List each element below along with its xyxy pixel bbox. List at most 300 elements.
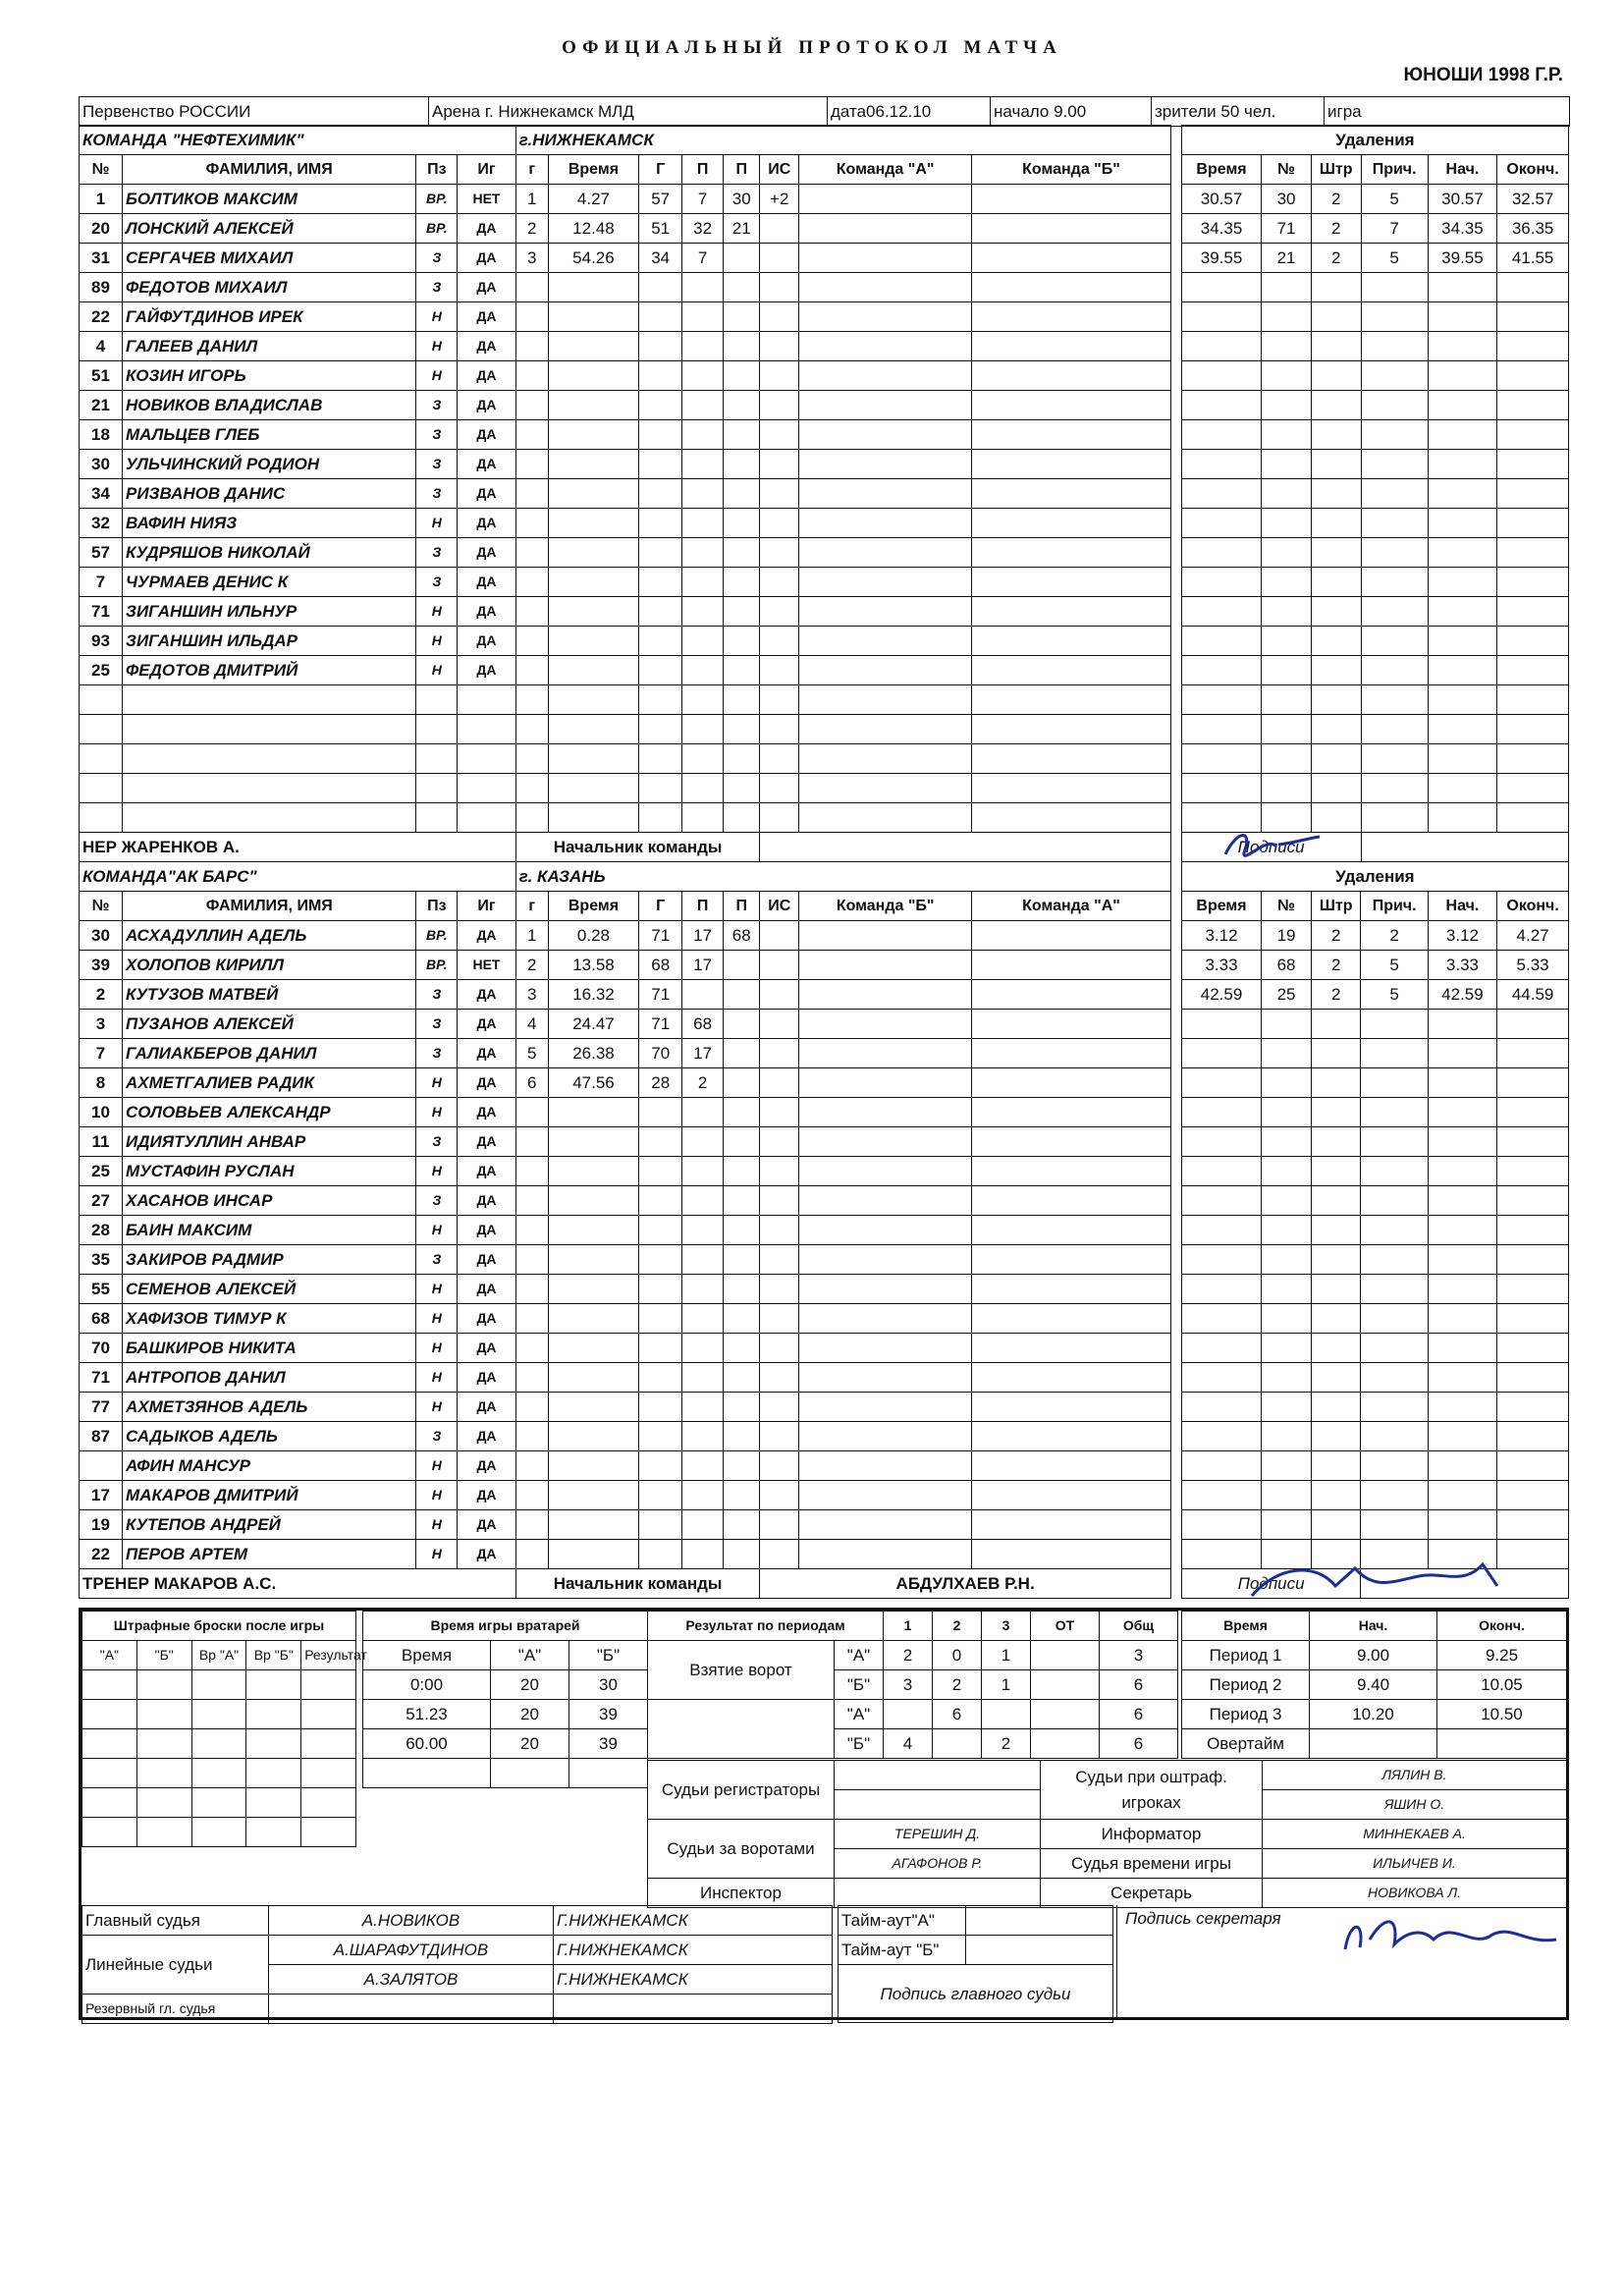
player-position: З xyxy=(416,420,458,450)
table-row xyxy=(80,244,1569,273)
player-position: Н xyxy=(416,361,458,391)
shots-cell: "Б" xyxy=(835,1729,884,1759)
goal-time: 4.27 xyxy=(548,185,638,214)
player-number: 70 xyxy=(80,1334,123,1363)
score-cell: "Б" xyxy=(835,1670,884,1700)
player-name: КОЗИН ИГОРЬ xyxy=(123,361,416,391)
shootout-col: Вр "Б" xyxy=(246,1641,301,1670)
table-row xyxy=(80,302,1569,332)
goal-p1: 17 xyxy=(682,951,724,980)
penalty-min: 2 xyxy=(1311,244,1361,273)
penalty-reason: 5 xyxy=(1361,951,1428,980)
player-plays: ДА xyxy=(458,420,515,450)
col-pen_time: Время xyxy=(1181,892,1261,921)
col-no: № xyxy=(80,892,123,921)
player-plays: ДА xyxy=(458,1098,515,1127)
table-row xyxy=(80,1245,1569,1275)
penalty-min: 2 xyxy=(1311,921,1361,951)
player-name: ЗАКИРОВ РАДМИР xyxy=(123,1245,416,1275)
shootout-col: "А" xyxy=(82,1641,137,1670)
signature-3 xyxy=(1340,1910,1566,1959)
table-row xyxy=(80,774,1569,803)
player-number: 89 xyxy=(80,273,123,302)
time-cell: 10.05 xyxy=(1437,1670,1567,1700)
col-name: ФАМИЛИЯ, ИМЯ xyxy=(123,892,416,921)
gk-cell: 30 xyxy=(569,1670,648,1700)
shots-cell xyxy=(1031,1729,1100,1759)
goal-g: 71 xyxy=(639,921,682,951)
player-name: РИЗВАНОВ ДАНИС xyxy=(123,479,416,509)
penalty-box-judge: ЛЯЛИН В. xyxy=(1263,1761,1567,1790)
player-position: Н xyxy=(416,509,458,538)
goal-time: 26.38 xyxy=(548,1039,638,1068)
player-name: ГАЙФУТДИНОВ ИРЕК xyxy=(123,302,416,332)
player-position: З xyxy=(416,1422,458,1451)
goal-p2 xyxy=(724,980,760,1010)
col-pen_start: Нач. xyxy=(1428,892,1496,921)
player-position: З xyxy=(416,244,458,273)
age-group: ЮНОШИ 1998 Г.Р. xyxy=(1403,65,1563,85)
score-cell: 6 xyxy=(1100,1670,1178,1700)
player-plays: ДА xyxy=(458,450,515,479)
time-cell xyxy=(1310,1729,1437,1759)
score-cell: 0 xyxy=(933,1641,982,1670)
time-cell: 9.40 xyxy=(1310,1670,1437,1700)
match-header xyxy=(79,96,1570,127)
col-time: Время xyxy=(548,892,638,921)
col-team-second: Команда "А" xyxy=(972,892,1171,921)
player-name: ЧУРМАЕВ ДЕНИС К xyxy=(123,568,416,597)
player-name: АСХАДУЛЛИН АДЕЛЬ xyxy=(123,921,416,951)
penalty-time: 3.33 xyxy=(1181,951,1261,980)
registrar-judges-label: Судьи регистраторы xyxy=(648,1761,835,1820)
col-team-first: Команда "Б" xyxy=(799,892,972,921)
player-plays: ДА xyxy=(458,1245,515,1275)
goal-time: 47.56 xyxy=(548,1068,638,1098)
goal-time: 12.48 xyxy=(548,214,638,244)
player-number: 18 xyxy=(80,420,123,450)
chief-city: Г.НИЖНЕКАМСК xyxy=(554,1906,833,1936)
player-position: ВР. xyxy=(416,214,458,244)
player-plays: ДА xyxy=(458,244,515,273)
period-col: 2 xyxy=(933,1612,982,1641)
player-number xyxy=(80,1451,123,1481)
goal-p1: 7 xyxy=(682,244,724,273)
signature-2 xyxy=(1247,1557,1512,1606)
player-number: 3 xyxy=(80,1010,123,1039)
player-number: 39 xyxy=(80,951,123,980)
score-cell: 2 xyxy=(933,1670,982,1700)
player-position: З xyxy=(416,568,458,597)
col-pen_reason: Прич. xyxy=(1361,892,1428,921)
col-pos: Пз xyxy=(416,892,458,921)
team1-name: КОМАНДА "НЕФТЕХИМИК" xyxy=(80,126,516,155)
goal-judge: ТЕРЕШИН Д. xyxy=(835,1820,1041,1849)
gk-cell: 51.23 xyxy=(363,1700,491,1729)
team2-coach: ТРЕНЕР МАКАРОВ А.С. xyxy=(80,1569,516,1599)
table-row xyxy=(80,1510,1569,1540)
col-pen_min: Штр xyxy=(1311,892,1361,921)
table-row xyxy=(80,568,1569,597)
period-col: ОТ xyxy=(1031,1612,1100,1641)
player-number: 4 xyxy=(80,332,123,361)
player-position: З xyxy=(416,391,458,420)
player-number: 77 xyxy=(80,1393,123,1422)
chief-referee: А.НОВИКОВ xyxy=(269,1906,554,1936)
goal-is xyxy=(760,244,799,273)
player-plays: ДА xyxy=(458,273,515,302)
player-name: УЛЬЧИНСКИЙ РОДИОН xyxy=(123,450,416,479)
player-name: МУСТАФИН РУСЛАН xyxy=(123,1157,416,1186)
player-plays: ДА xyxy=(458,1010,515,1039)
col-P: П xyxy=(682,892,724,921)
player-number: 71 xyxy=(80,1363,123,1393)
penalties-title: Удаления xyxy=(1181,126,1568,155)
reserve-referee-label: Резервный гл. судья xyxy=(82,1995,269,2024)
table-row xyxy=(80,1039,1569,1068)
player-name: АХМЕТГАЛИЕВ РАДИК xyxy=(123,1068,416,1098)
player-name: СЕМЕНОВ АЛЕКСЕЙ xyxy=(123,1275,416,1304)
table-row xyxy=(80,685,1569,715)
player-plays: ДА xyxy=(458,214,515,244)
player-plays: ДА xyxy=(458,391,515,420)
player-name: БАШКИРОВ НИКИТА xyxy=(123,1334,416,1363)
gk-cell: 20 xyxy=(491,1729,569,1759)
penalty-min: 2 xyxy=(1311,951,1361,980)
linesman: А.ЗАЛЯТОВ xyxy=(269,1965,554,1995)
player-name: СОЛОВЬЕВ АЛЕКСАНДР xyxy=(123,1098,416,1127)
signatures-label: Подписи xyxy=(1181,1569,1361,1599)
player-position: Н xyxy=(416,332,458,361)
time-col: Время xyxy=(1182,1612,1310,1641)
player-plays: ДА xyxy=(458,1451,515,1481)
player-name: ХАСАНОВ ИНСАР xyxy=(123,1186,416,1216)
penalty-time: 30.57 xyxy=(1181,185,1261,214)
goals-label: Взятие ворот xyxy=(648,1641,835,1700)
goal-g: 3 xyxy=(515,244,548,273)
goal-is xyxy=(760,1039,799,1068)
table-row xyxy=(80,1451,1569,1481)
player-number: 32 xyxy=(80,509,123,538)
goal-p1: 2 xyxy=(682,1068,724,1098)
player-number: 19 xyxy=(80,1510,123,1540)
player-number: 28 xyxy=(80,1216,123,1245)
player-position: Н xyxy=(416,1304,458,1334)
goal-time: 16.32 xyxy=(548,980,638,1010)
goal-time: 13.58 xyxy=(548,951,638,980)
penalty-time: 42.59 xyxy=(1181,980,1261,1010)
penalty-reason: 7 xyxy=(1361,214,1428,244)
score-cell: "А" xyxy=(835,1641,884,1670)
player-name: МАКАРОВ ДМИТРИЙ xyxy=(123,1481,416,1510)
linesmen-label: Линейные судьи xyxy=(82,1936,269,1995)
gk-title: Время игры вратарей xyxy=(363,1612,648,1641)
player-number: 68 xyxy=(80,1304,123,1334)
player-plays: ДА xyxy=(458,1127,515,1157)
time-cell: 10.20 xyxy=(1310,1700,1437,1729)
col-pen_start: Нач. xyxy=(1428,155,1496,185)
goal-time: 24.47 xyxy=(548,1010,638,1039)
chief-signature-label: Подпись главного судьи xyxy=(839,1965,1113,2023)
goal-is xyxy=(760,1068,799,1098)
player-name: НОВИКОВ ВЛАДИСЛАВ xyxy=(123,391,416,420)
col-pen_reason: Прич. xyxy=(1361,155,1428,185)
player-number: 7 xyxy=(80,1039,123,1068)
goal-is xyxy=(760,1010,799,1039)
goal-g: 68 xyxy=(639,951,682,980)
penalty-reason: 5 xyxy=(1361,185,1428,214)
goal-is xyxy=(760,921,799,951)
player-name: АХМЕТЗЯНОВ АДЕЛЬ xyxy=(123,1393,416,1422)
penalty-time: 3.12 xyxy=(1181,921,1261,951)
table-row xyxy=(80,1304,1569,1334)
team1-city: г.НИЖНЕКАМСК xyxy=(515,126,1170,155)
player-position: Н xyxy=(416,1157,458,1186)
penalty-no: 30 xyxy=(1262,185,1312,214)
player-position: Н xyxy=(416,1216,458,1245)
penalty-reason: 5 xyxy=(1361,244,1428,273)
player-name: ЛОНСКИЙ АЛЕКСЕЙ xyxy=(123,214,416,244)
player-number: 71 xyxy=(80,597,123,627)
penalty-no: 19 xyxy=(1262,921,1312,951)
team2-city: г. КАЗАНЬ xyxy=(515,862,1170,892)
time-cell xyxy=(1437,1729,1567,1759)
time-cell: Период 3 xyxy=(1182,1700,1310,1729)
player-number: 30 xyxy=(80,450,123,479)
goal-g: 3 xyxy=(515,980,548,1010)
player-plays: ДА xyxy=(458,1216,515,1245)
goal-g: 71 xyxy=(639,980,682,1010)
player-name: ПУЗАНОВ АЛЕКСЕЙ xyxy=(123,1010,416,1039)
player-number: 17 xyxy=(80,1481,123,1510)
penalty-reason: 5 xyxy=(1361,980,1428,1010)
goal-p2 xyxy=(724,1010,760,1039)
time-cell: 10.50 xyxy=(1437,1700,1567,1729)
penalty-start: 3.33 xyxy=(1428,951,1496,980)
table-row xyxy=(80,538,1569,568)
table-row xyxy=(80,1127,1569,1157)
timeout-a: Тайм-аут"А" xyxy=(839,1906,966,1936)
informer-label: Информатор xyxy=(1041,1820,1263,1849)
table-row xyxy=(80,1422,1569,1451)
goal-p2: 21 xyxy=(724,214,760,244)
player-position: Н xyxy=(416,1275,458,1304)
penalty-end: 32.57 xyxy=(1497,185,1569,214)
table-row xyxy=(80,1157,1569,1186)
period-col: 1 xyxy=(884,1612,933,1641)
time-cell: 9.00 xyxy=(1310,1641,1437,1670)
goal-g: 2 xyxy=(515,214,548,244)
table-row xyxy=(80,951,1569,980)
player-number: 8 xyxy=(80,1068,123,1098)
penalty-end: 5.33 xyxy=(1497,951,1569,980)
table-row xyxy=(80,921,1569,951)
goal-judges-label: Судьи за воротами xyxy=(648,1820,835,1879)
player-plays: ДА xyxy=(458,627,515,656)
player-plays: ДА xyxy=(458,1540,515,1569)
score-cell: 3 xyxy=(1100,1641,1178,1670)
table-row xyxy=(80,479,1569,509)
player-position: З xyxy=(416,273,458,302)
penalty-start: 3.12 xyxy=(1428,921,1496,951)
player-name: КУТУЗОВ МАТВЕЙ xyxy=(123,980,416,1010)
player-number: 30 xyxy=(80,921,123,951)
player-position: Н xyxy=(416,627,458,656)
player-name: ИДИЯТУЛЛИН АНВАР xyxy=(123,1127,416,1157)
secretary-name: НОВИКОВА Л. xyxy=(1263,1879,1567,1908)
player-position: З xyxy=(416,479,458,509)
penalty-end: 4.27 xyxy=(1497,921,1569,951)
table-row xyxy=(80,1363,1569,1393)
player-number: 21 xyxy=(80,391,123,420)
shots-cell: 2 xyxy=(982,1729,1031,1759)
player-name: БОЛТИКОВ МАКСИМ xyxy=(123,185,416,214)
table-row xyxy=(80,450,1569,479)
goal-p1: 17 xyxy=(682,1039,724,1068)
table-row xyxy=(80,1098,1569,1127)
col-G: Г xyxy=(639,892,682,921)
col-G: Г xyxy=(639,155,682,185)
col-name: ФАМИЛИЯ, ИМЯ xyxy=(123,155,416,185)
period-col: 3 xyxy=(982,1612,1031,1641)
player-name: ПЕРОВ АРТЕМ xyxy=(123,1540,416,1569)
penalty-no: 71 xyxy=(1262,214,1312,244)
penalty-time: 34.35 xyxy=(1181,214,1261,244)
shootout-col: "Б" xyxy=(136,1641,191,1670)
shots-cell xyxy=(982,1700,1031,1729)
goal-g: 5 xyxy=(515,1039,548,1068)
goal-p1: 68 xyxy=(682,1010,724,1039)
goal-judge: АГАФОНОВ Р. xyxy=(835,1849,1041,1879)
player-number: 20 xyxy=(80,214,123,244)
table-row xyxy=(80,361,1569,391)
player-plays: ДА xyxy=(458,1275,515,1304)
penalty-no: 68 xyxy=(1262,951,1312,980)
gk-cell: 20 xyxy=(491,1670,569,1700)
table-row xyxy=(80,1393,1569,1422)
game-time-judge-label: Судья времени игры xyxy=(1041,1849,1263,1879)
gk-cell: 39 xyxy=(569,1700,648,1729)
player-position: Н xyxy=(416,597,458,627)
player-name: ЗИГАНШИН ИЛЬНУР xyxy=(123,597,416,627)
gk-cell: 39 xyxy=(569,1729,648,1759)
player-name: ГАЛИАКБЕРОВ ДАНИЛ xyxy=(123,1039,416,1068)
goal-is xyxy=(760,951,799,980)
goal-g: 34 xyxy=(639,244,682,273)
score-cell: 1 xyxy=(982,1670,1031,1700)
time-cell: Овертайм xyxy=(1182,1729,1310,1759)
score-cell xyxy=(1031,1641,1100,1670)
table-row xyxy=(80,1334,1569,1363)
penalty-end: 44.59 xyxy=(1497,980,1569,1010)
player-number: 11 xyxy=(80,1127,123,1157)
penalty-start: 39.55 xyxy=(1428,244,1496,273)
penalty-end: 36.35 xyxy=(1497,214,1569,244)
player-name: СЕРГАЧЕВ МИХАИЛ xyxy=(123,244,416,273)
player-plays: ДА xyxy=(458,1363,515,1393)
player-number: 27 xyxy=(80,1186,123,1216)
linesman-city: Г.НИЖНЕКАМСК xyxy=(554,1936,833,1965)
goal-p2 xyxy=(724,951,760,980)
goal-is xyxy=(760,214,799,244)
player-plays: ДА xyxy=(458,656,515,685)
col-time: Время xyxy=(548,155,638,185)
gk-cell: 20 xyxy=(491,1700,569,1729)
player-name: КУТЕПОВ АНДРЕЙ xyxy=(123,1510,416,1540)
time-col: Оконч. xyxy=(1437,1612,1567,1641)
goal-g: 1 xyxy=(515,921,548,951)
player-name: АНТРОПОВ ДАНИЛ xyxy=(123,1363,416,1393)
goal-p2: 68 xyxy=(724,921,760,951)
player-position: ВР. xyxy=(416,185,458,214)
periods-title: Результат по периодам xyxy=(648,1612,884,1641)
penalty-time: 39.55 xyxy=(1181,244,1261,273)
penalty-start: 34.35 xyxy=(1428,214,1496,244)
player-position: Н xyxy=(416,1451,458,1481)
player-number: 35 xyxy=(80,1245,123,1275)
player-name: ХОЛОПОВ КИРИЛЛ xyxy=(123,951,416,980)
team1-coach: НЕР ЖАРЕНКОВ А. xyxy=(80,833,516,862)
player-plays: НЕТ xyxy=(458,951,515,980)
game-time-judge-name: ИЛЬИЧЕВ И. xyxy=(1263,1849,1567,1879)
goal-time: 0.28 xyxy=(548,921,638,951)
goal-g: 70 xyxy=(639,1039,682,1068)
player-position: ВР. xyxy=(416,951,458,980)
gk-cell: 0:00 xyxy=(363,1670,491,1700)
col-plays: Иг xyxy=(458,892,515,921)
player-position: З xyxy=(416,1245,458,1275)
score-cell: 3 xyxy=(884,1670,933,1700)
player-position: Н xyxy=(416,302,458,332)
player-number: 31 xyxy=(80,244,123,273)
goal-p2 xyxy=(724,244,760,273)
goal-g: 28 xyxy=(639,1068,682,1098)
player-position: З xyxy=(416,980,458,1010)
manager-name: АБДУЛХАЕВ Р.Н. xyxy=(760,1569,1170,1599)
table-row xyxy=(80,273,1569,302)
player-number: 25 xyxy=(80,656,123,685)
player-plays: ДА xyxy=(458,597,515,627)
player-position: З xyxy=(416,450,458,479)
player-plays: ДА xyxy=(458,302,515,332)
table-row xyxy=(80,980,1569,1010)
time-cell: 9.25 xyxy=(1437,1641,1567,1670)
player-name: ГАЛЕЕВ ДАНИЛ xyxy=(123,332,416,361)
player-position: Н xyxy=(416,1334,458,1363)
team2-section xyxy=(79,861,1569,1599)
player-plays: ДА xyxy=(458,1481,515,1510)
score-cell: 2 xyxy=(884,1641,933,1670)
penalty-min: 2 xyxy=(1311,980,1361,1010)
linesman: А.ШАРАФУТДИНОВ xyxy=(269,1936,554,1965)
player-name: ВАФИН НИЯЗ xyxy=(123,509,416,538)
gk-col: "А" xyxy=(491,1641,569,1670)
col-pen_min: Штр xyxy=(1311,155,1361,185)
player-number: 34 xyxy=(80,479,123,509)
player-position: Н xyxy=(416,656,458,685)
shots-cell xyxy=(933,1729,982,1759)
player-plays: ДА xyxy=(458,1157,515,1186)
col-IS: ИС xyxy=(760,892,799,921)
table-row xyxy=(80,1010,1569,1039)
chief-referee-label: Главный судья xyxy=(82,1906,269,1936)
shots-cell: 6 xyxy=(1100,1700,1178,1729)
player-plays: ДА xyxy=(458,1068,515,1098)
player-plays: ДА xyxy=(458,568,515,597)
shots-cell xyxy=(884,1700,933,1729)
time-cell: Период 1 xyxy=(1182,1641,1310,1670)
player-position: Н xyxy=(416,1393,458,1422)
